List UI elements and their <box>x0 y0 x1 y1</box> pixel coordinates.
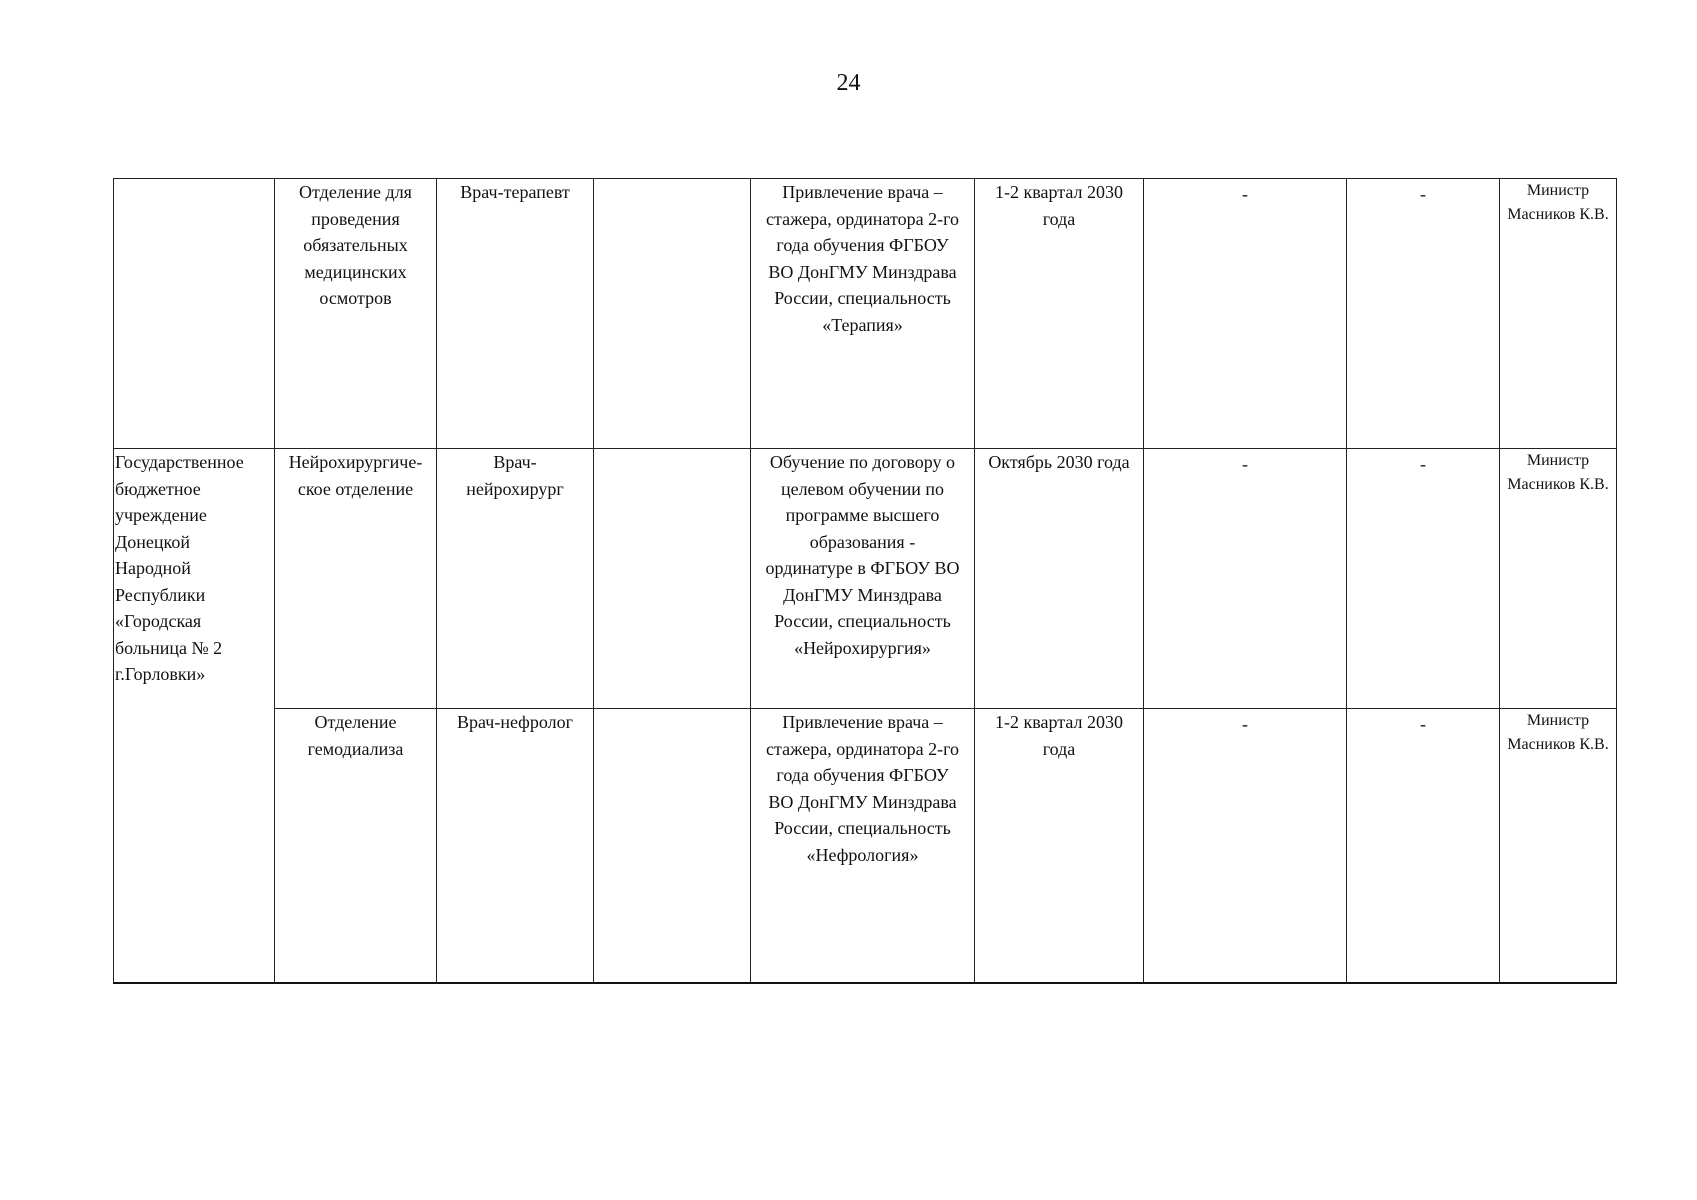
col8-cell: - <box>1347 709 1500 983</box>
responsible-cell: Министр Масников К.В. <box>1500 449 1617 709</box>
measure-cell: Привлечение врача – стажера, ординатора 2-го года обучения ФГБОУ ВО ДонГМУ Минздрава России, специальность «Нефрология» <box>751 709 975 983</box>
responsible-cell: Министр Масников К.В. <box>1500 709 1617 983</box>
measure-cell: Обучение по договору о целевом обучении по программе высшего образования - ординатуре в ФГБОУ ВО ДонГМУ Минздрава России, специальность «Нейрохирургия» <box>751 449 975 709</box>
blank-cell <box>594 449 751 709</box>
department-cell: Отделение для проведения обязательных медицинских осмотров <box>275 179 437 449</box>
position-cell: Врач-нефролог <box>437 709 594 983</box>
col7-cell: - <box>1144 709 1347 983</box>
table-row <box>114 179 1617 449</box>
col8-cell: - <box>1347 179 1500 449</box>
table-row <box>114 449 1617 709</box>
department-cell: Отделение гемодиализа <box>275 709 437 983</box>
col8-cell: - <box>1347 449 1500 709</box>
institution-cell: Государственное бюджетное учреждение Донецкой Народной Республики «Городская больница № 2 г.Горловки» <box>114 449 275 983</box>
page-number: 24 <box>836 70 861 96</box>
responsible-cell: Министр Масников К.В. <box>1500 179 1617 449</box>
term-cell: Октябрь 2030 года <box>975 449 1144 709</box>
institution-cell-continued <box>114 179 275 449</box>
term-cell: 1-2 квартал 2030 года <box>975 179 1144 449</box>
blank-cell <box>594 709 751 983</box>
position-cell: Врач- нейрохирург <box>437 449 594 709</box>
department-cell: Нейрохирургиче- ское отделение <box>275 449 437 709</box>
staffing-plan-table <box>113 178 1617 984</box>
col7-cell: - <box>1144 179 1347 449</box>
measure-cell: Привлечение врача – стажера, ординатора 2-го года обучения ФГБОУ ВО ДонГМУ Минздрава России, специальность «Терапия» <box>751 179 975 449</box>
table-row <box>114 709 1617 983</box>
term-cell: 1-2 квартал 2030 года <box>975 709 1144 983</box>
blank-cell <box>594 179 751 449</box>
col7-cell: - <box>1144 449 1347 709</box>
position-cell: Врач-терапевт <box>437 179 594 449</box>
